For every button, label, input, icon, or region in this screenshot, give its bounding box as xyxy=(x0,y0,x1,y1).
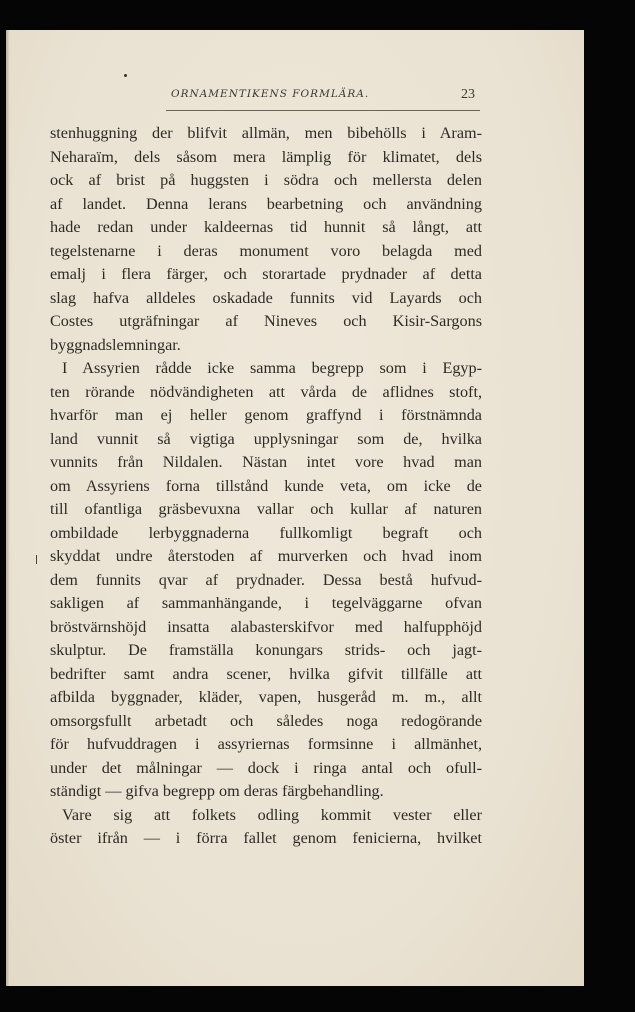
text-line: emalj i flera färger, och storartade prydnader af detta xyxy=(50,265,482,283)
text-line: till ofantliga gräsbevuxna vallar och kullar af naturen xyxy=(50,500,482,518)
text-line: Neharaïm, dels såsom mera lämplig för klimatet, dels xyxy=(50,147,482,166)
printing-speck xyxy=(124,74,127,77)
text-line: Costes utgräfningar af Nineves och Kisir-Sargons xyxy=(50,312,482,330)
text-line: skyddat undre återstoden af murverken och hvad inom xyxy=(50,547,482,565)
text-line: under det målningar — dock i ringa antal och ofull- xyxy=(50,758,482,777)
text-line: tegelstenarne i deras monument voro belagda med xyxy=(50,241,482,260)
text-line: omsorgsfullt arbetadt och således noga redogörande xyxy=(50,711,482,730)
text-line: hade redan under kaldeernas tid hunnit så långt, att xyxy=(50,218,482,236)
text-line: af landet. Denna lerans bearbetning och användning xyxy=(50,194,482,213)
body-text xyxy=(50,122,482,851)
text-line: bedrifter samt andra scener, hvilka gifvit tillfälle att xyxy=(50,664,482,683)
text-line: slag hafva alldeles oskadade funnits vid Layards och xyxy=(50,288,482,307)
text-line: byggnadslemningar. xyxy=(50,335,181,354)
text-line: ten rörande nödvändigheten att vårda de aflidnes stoft, xyxy=(50,382,482,401)
text-line: dem funnits qvar af prydnader. Dessa bestå hufvud- xyxy=(50,570,482,589)
text-line: vunnits från Nildalen. Nästan intet vore hvad man xyxy=(50,453,482,471)
paragraph-start-line: Vare sig att folkets odling kommit vester eller xyxy=(62,805,482,824)
text-line: bröstvärnshöjd insatta alabasterskifvor med halfupphöjd xyxy=(50,617,482,636)
text-line: om Assyriens forna tillstånd kunde veta, om icke de xyxy=(50,476,482,495)
text-line: öster ifrån — i förra fallet genom fenicierna, hvilket xyxy=(50,829,482,847)
text-line: land vunnit så vigtiga upplysningar som de, hvilka xyxy=(50,429,482,448)
text-line: ständigt — gifva begrepp om deras färgbehandling. xyxy=(50,782,384,800)
page-spine-edge xyxy=(6,30,10,986)
text-line: stenhuggning der blifvit allmän, men bibehölls i Aram- xyxy=(50,124,482,142)
text-line: ock af brist på huggsten i södra och mellersta delen xyxy=(50,171,482,189)
paragraph-start-line: I Assyrien rådde icke samma begrepp som i Egyp- xyxy=(62,359,482,377)
margin-mark xyxy=(36,555,37,564)
running-head: ORNAMENTIKENS FORMLÄRA. xyxy=(171,88,370,100)
text-line: afbilda byggnader, kläder, vapen, husgeråd m. m., allt xyxy=(50,688,482,706)
text-line: hvarför man ej heller genom graffynd i förstnämnda xyxy=(50,406,482,424)
text-line: skulptur. De framställa konungars strids- och jagt- xyxy=(50,641,482,659)
page-number: 23 xyxy=(461,87,475,102)
text-line: sakligen af sammanhängande, i tegelväggarne ofvan xyxy=(50,594,482,612)
text-line: ombildade lerbyggnaderna fullkomligt begraft och xyxy=(50,523,482,542)
book-page xyxy=(6,30,584,986)
header-rule xyxy=(166,110,480,111)
text-line: för hufvuddragen i assyriernas formsinne i allmänhet, xyxy=(50,735,482,753)
